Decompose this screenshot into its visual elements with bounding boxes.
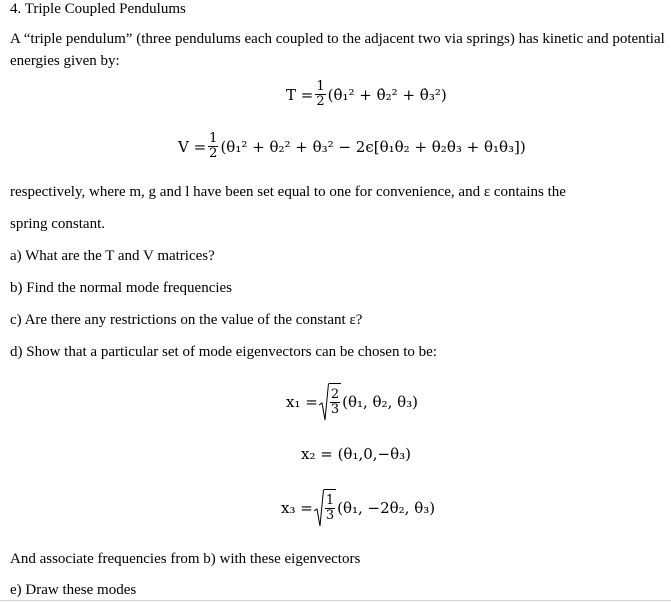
x1-num: 2 — [330, 387, 340, 402]
radical-icon — [314, 489, 324, 527]
spring-constant-line: spring constant. — [10, 216, 105, 232]
bottom-divider — [0, 600, 671, 601]
part-a: a) What are the T and V matrices? — [10, 248, 215, 264]
t-frac-den: 2 — [316, 94, 325, 109]
v-lhs: V = — [178, 137, 207, 156]
radical-icon — [319, 383, 329, 421]
t-fraction — [315, 80, 325, 109]
t-frac-num: 1 — [316, 79, 325, 94]
x1-vector: (θ₁, θ₂, θ₃) — [342, 393, 419, 411]
x2-equation: x₂ = (θ₁,0,−θ₃) — [301, 445, 412, 463]
x3-vector: (θ₁, −2θ₂, θ₃) — [337, 499, 436, 517]
x3-sqrt — [314, 489, 336, 527]
x3-den: 3 — [325, 508, 335, 523]
part-b: b) Find the normal mode frequencies — [10, 280, 233, 296]
respectively-line: respectively, where m, g and l have been set equal to one for convenience, and ε contains the — [10, 184, 566, 200]
problem-heading: 4. Triple Coupled Pendulums — [10, 1, 186, 17]
t-rhs: (θ̇₁² + θ̇₂² + θ̇₃²) — [327, 85, 447, 104]
v-rhs: (θ₁² + θ₂² + θ₃² − 2ϵ[θ₁θ₂ + θ₂θ₃ + θ₁θ₃]) — [220, 137, 526, 156]
part-d: d) Show that a particular set of mode eigenvectors can be chosen to be: — [10, 344, 437, 360]
v-fraction — [208, 132, 218, 161]
x1-lhs: x₁ = — [286, 393, 318, 411]
x1-sqrt — [319, 383, 341, 421]
potential-energy-equation — [178, 132, 526, 161]
intro-paragraph: A “triple pendulum” (three pendulums each coupled to the adjacent two via springs) has kinetic and potential energies given by: — [10, 31, 665, 69]
v-frac-den: 2 — [209, 146, 218, 161]
associate-line: And associate frequencies from b) with these eigenvectors — [10, 551, 361, 567]
eigenvector-x2 — [301, 445, 411, 463]
part-e: e) Draw these modes — [10, 582, 137, 598]
t-lhs: T = — [286, 85, 314, 104]
v-frac-num: 1 — [209, 131, 218, 146]
eigenvector-x3 — [281, 489, 435, 527]
eigenvector-x1 — [286, 383, 418, 421]
part-c: c) Are there any restrictions on the value of the constant ε? — [10, 312, 363, 328]
x3-lhs: x₃ = — [281, 499, 313, 517]
x1-den: 3 — [330, 402, 340, 417]
kinetic-energy-equation — [286, 80, 447, 109]
x3-num: 1 — [325, 493, 335, 508]
